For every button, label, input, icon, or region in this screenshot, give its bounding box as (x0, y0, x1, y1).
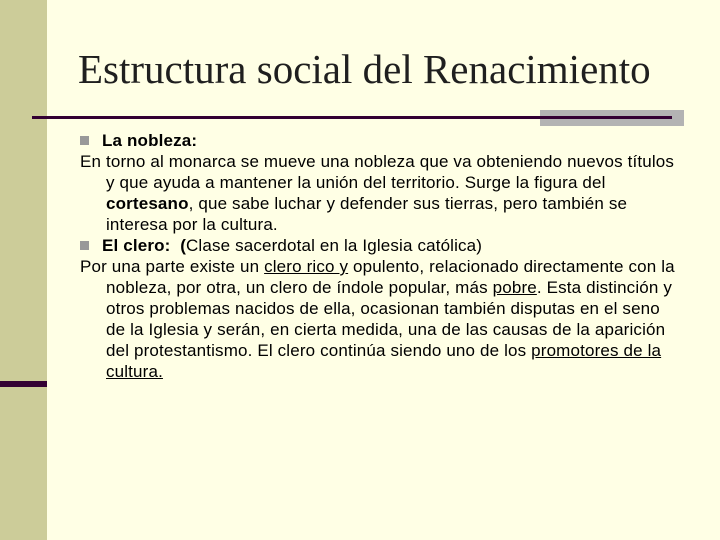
slide-body (80, 130, 680, 382)
title-rule (32, 116, 672, 119)
link-promotores-cultura[interactable]: promotores de la cultura. (106, 341, 662, 381)
bullet-label-clero: El clero: (102, 236, 171, 255)
link-clero-rico[interactable]: clero rico y (264, 257, 349, 276)
bullet-clero-description: Clase sacerdotal en la Iglesia católica) (186, 236, 483, 255)
paragraph-nobleza-text-a: En torno al monarca se mueve una nobleza que va obteniendo nuevos títulos y que ayuda a mantener la unión del territorio. Surge la figura del (80, 152, 675, 192)
paren-open: ( (180, 236, 186, 255)
bullet-clero (80, 235, 680, 256)
left-decorative-band (0, 0, 47, 540)
square-bullet-icon (80, 241, 89, 250)
paragraph-clero-text-b: opulento, relacionado directamente con la nobleza, por otra, un clero de índole popular, más (106, 257, 675, 297)
bullet-nobleza (80, 130, 680, 151)
paragraph-nobleza-text-b: , que sabe luchar y defender sus tierras, pero también se interesa por la cultura. (106, 194, 628, 234)
paragraph-clero (80, 256, 680, 382)
paragraph-clero-text-a: Por una parte existe un (80, 257, 265, 276)
term-cortesano: cortesano (106, 194, 189, 213)
left-band-divider (0, 381, 47, 387)
link-pobre[interactable]: pobre (492, 278, 537, 297)
paragraph-nobleza (80, 151, 680, 235)
bullet-label-nobleza: La nobleza: (102, 131, 198, 150)
slide-title: Estructura social del Renacimiento (78, 46, 651, 92)
paragraph-clero-text-c: . Esta distinción y otros problemas nacidos de ella, ocasionan también disputas en el seno de la Iglesia y serán, en cierta medida, una de las causas de la aparición del protestantismo. El clero continúa siendo uno de los (106, 278, 672, 360)
square-bullet-icon (80, 136, 89, 145)
